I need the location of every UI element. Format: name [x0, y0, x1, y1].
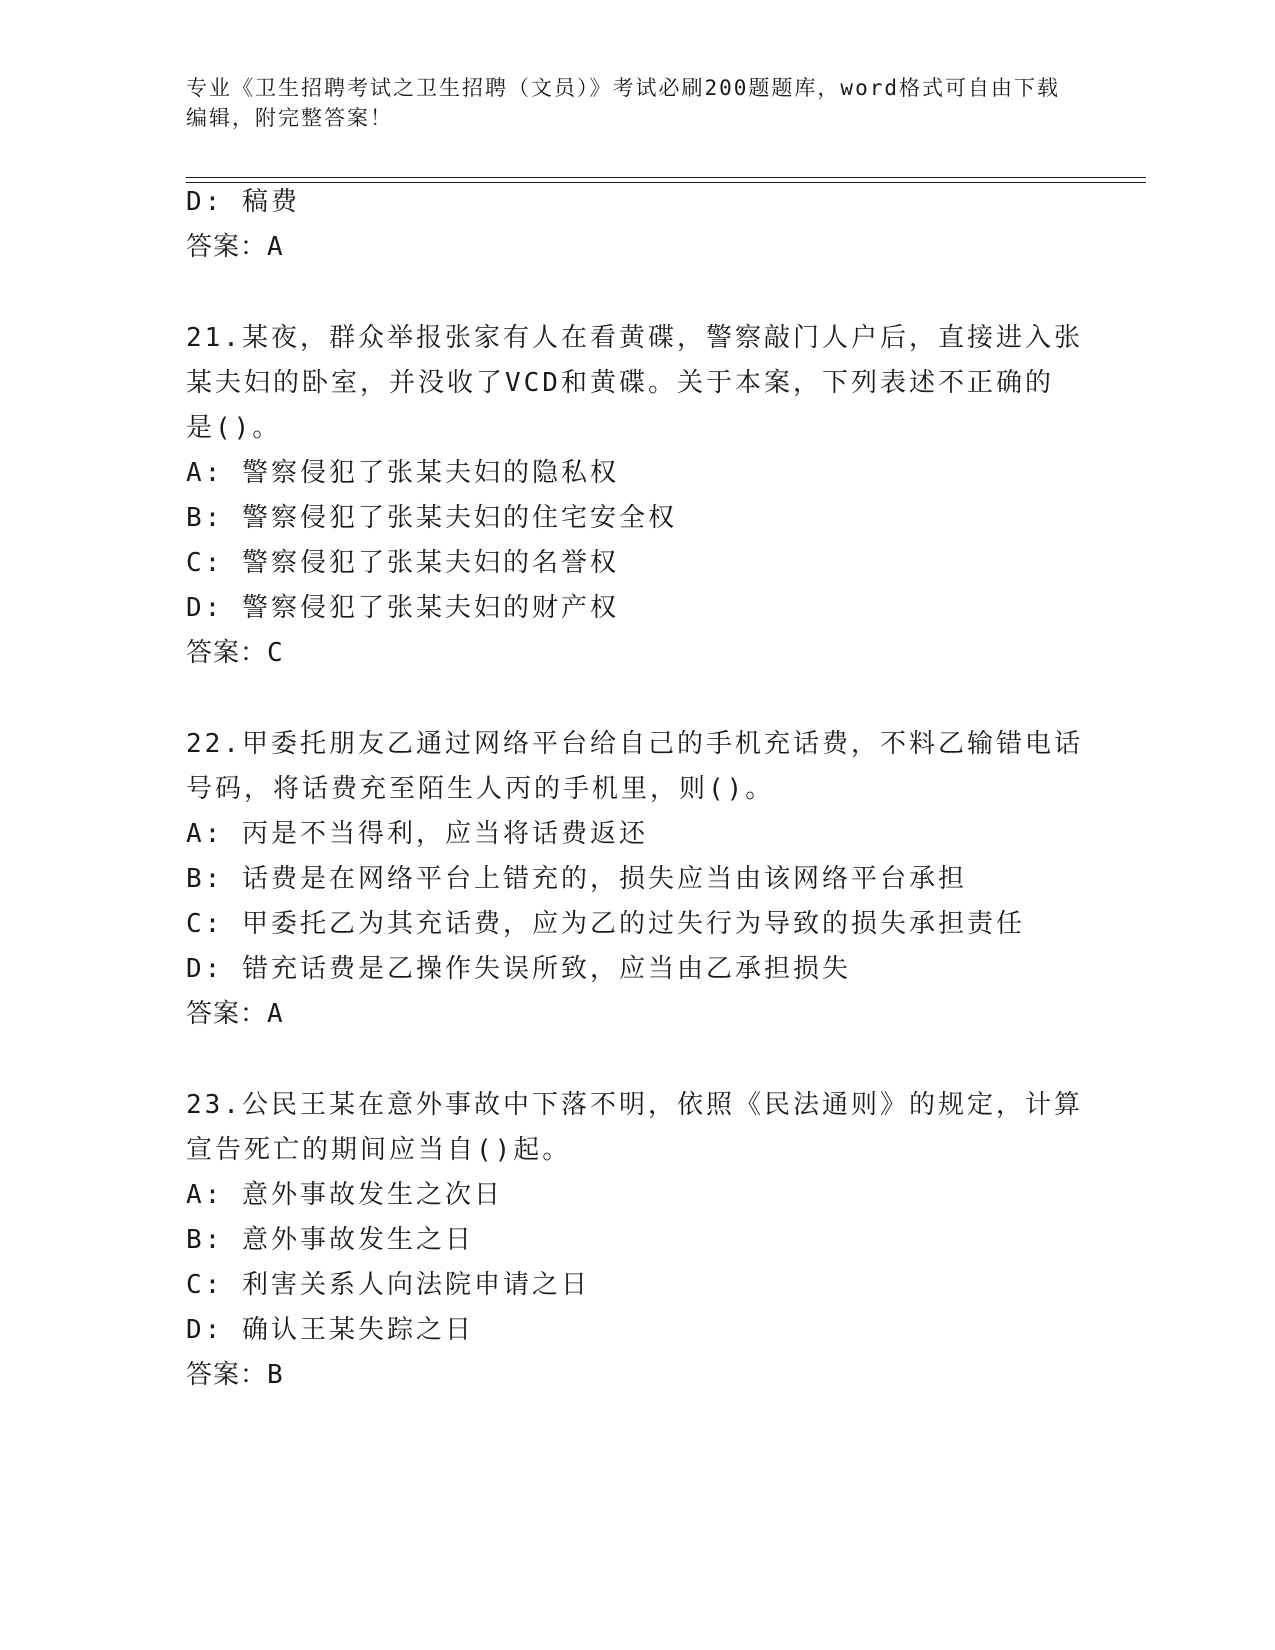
question-gap	[186, 270, 1086, 316]
answer-label: 答案：	[186, 1360, 268, 1390]
document-body	[186, 180, 1086, 1398]
option-line: D: 警察侵犯了张某夫妇的财产权	[186, 593, 619, 623]
question-block	[186, 1083, 1086, 1398]
answer-value: A	[267, 232, 284, 262]
option-line: A: 意外事故发生之次日	[186, 1180, 503, 1210]
answer-line	[186, 992, 1086, 1037]
answer-label: 答案：	[186, 638, 268, 668]
header-divider	[186, 177, 1146, 178]
question-stem-line: 是()。	[186, 413, 282, 443]
question-block	[186, 722, 1086, 1037]
answer-line	[186, 225, 1086, 270]
option-line: D: 稿费	[186, 187, 300, 217]
answer-label: 答案：	[186, 999, 268, 1029]
answer-line	[186, 1353, 1086, 1398]
answer-value: A	[267, 999, 284, 1029]
question-block	[186, 316, 1086, 676]
answer-label: 答案：	[186, 232, 268, 262]
option-line: C: 甲委托乙为其充话费，应为乙的过失行为导致的损失承担责任	[186, 909, 1025, 939]
question-stem-line: 21.某夜，群众举报张家有人在看黄碟，警察敲门人户后，直接进入张	[186, 323, 1083, 353]
answer-line	[186, 631, 1086, 676]
question-stem-line: 22.甲委托朋友乙通过网络平台给自己的手机充话费，不料乙输错电话	[186, 729, 1083, 759]
option-line: C: 警察侵犯了张某夫妇的名誉权	[186, 548, 619, 578]
page-header: 专业《卫生招聘考试之卫生招聘（文员）》考试必刷200题题库，word格式可自由下载编辑，附完整答案！	[186, 76, 1060, 130]
question-stem-line: 23.公民王某在意外事故中下落不明，依照《民法通则》的规定，计算	[186, 1090, 1083, 1120]
answer-value: B	[267, 1360, 284, 1390]
option-line: A: 丙是不当得利，应当将话费返还	[186, 819, 648, 849]
question-stem-line: 某夫妇的卧室，并没收了VCD和黄碟。关于本案，下列表述不正确的	[186, 368, 1054, 398]
option-line: A: 警察侵犯了张某夫妇的隐私权	[186, 458, 619, 488]
option-line: D: 确认王某失踪之日	[186, 1315, 474, 1345]
question-stem-line: 号码，将话费充至陌生人丙的手机里，则()。	[186, 774, 775, 804]
option-line: D: 错充话费是乙操作失误所致，应当由乙承担损失	[186, 954, 851, 984]
answer-value: C	[267, 638, 284, 668]
option-line: C: 利害关系人向法院申请之日	[186, 1270, 590, 1300]
option-line: B: 话费是在网络平台上错充的，损失应当由该网络平台承担	[186, 864, 967, 894]
option-line: B: 警察侵犯了张某夫妇的住宅安全权	[186, 503, 677, 533]
question-stem-line: 宣告死亡的期间应当自()起。	[186, 1135, 572, 1165]
question-gap	[186, 1037, 1086, 1083]
question-gap	[186, 676, 1086, 722]
option-line: B: 意外事故发生之日	[186, 1225, 474, 1255]
